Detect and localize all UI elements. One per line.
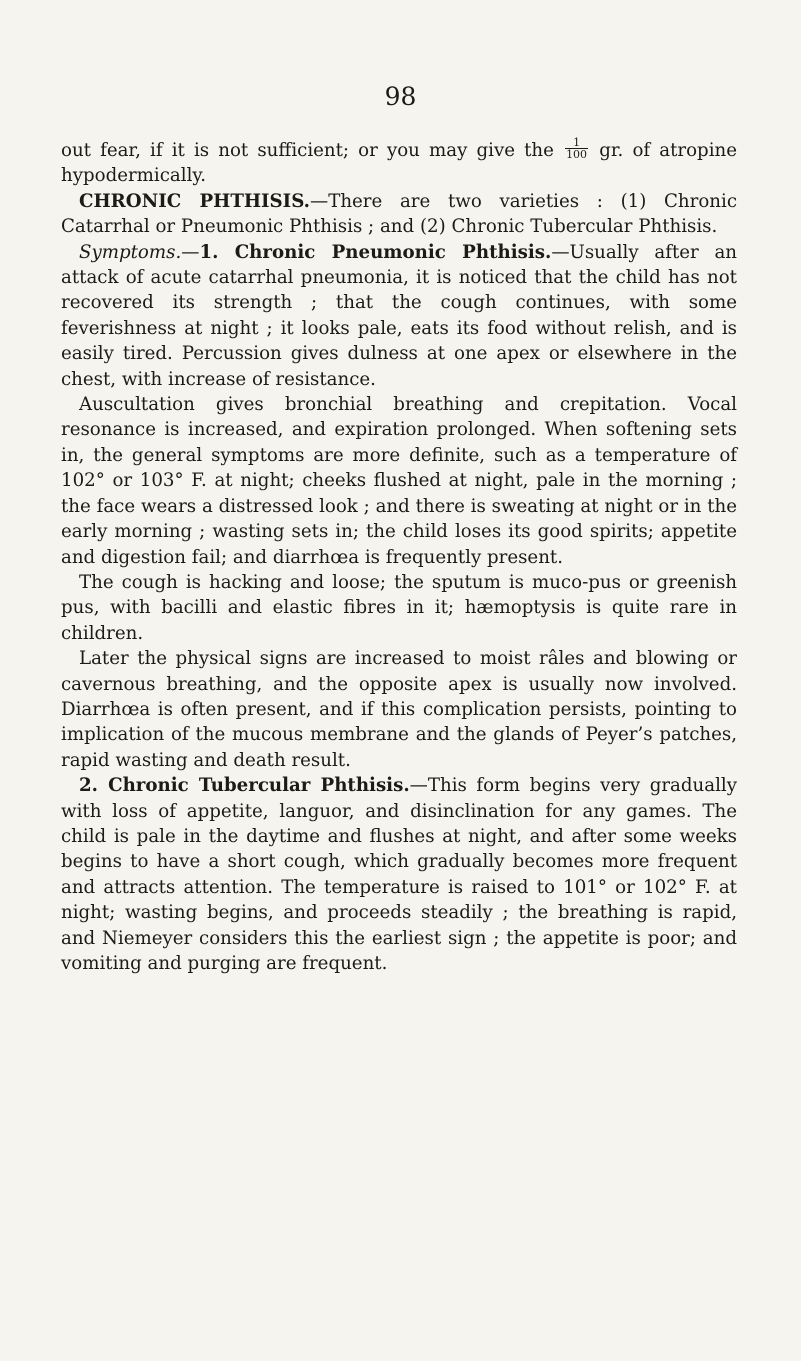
fraction-numerator: 1: [565, 137, 588, 149]
chronic-phthisis-heading: CHRONIC PHTHISIS.: [79, 190, 311, 212]
tubercular-text: —This form begins very gradually with loss of appetite, languor, and disinclination for any games. The child is pale in the daytime and flushes at night, and after some weeks begins to have a short cough, which gradually becomes more frequent and attracts attention. The temperature is raised to 101° or 102° F. at night; wasting begins, and proceeds steadily ; the breathing is rapid, and Niemeyer considers this the earliest sign ; the appetite is poor; and vomiting and purging are frequent.: [61, 775, 737, 974]
tubercular-heading: 2. Chronic Tubercular Phthisis.: [79, 775, 410, 797]
fraction: [565, 137, 588, 160]
intro-text-before: out fear, if it is not sufficient; or you may give the: [61, 140, 554, 161]
chronic-phthisis-paragraph: [61, 189, 737, 240]
auscultation-paragraph: Auscultation gives bronchial breathing and crepitation. Vocal resonance is increased, and expiration prolonged. When softening sets in, the general symptoms are more definite, such as a temperature of 102° or 103° F. at night; cheeks flushed at night, pale in the morning ; the face wears a distressed look ; and there is sweating at night or in the early morning ; wasting sets in; the child loses its good spirits; appetite and digestion fail; and diarrhœa is frequently present.: [61, 394, 737, 568]
page-body: [61, 137, 737, 976]
intro-paragraph: [61, 137, 737, 189]
chronic-phthisis-text: —There are two varieties : (1) Chronic Catarrhal or Pneumonic Phthisis ; and (2) Chronic Tubercular Phthisis.: [61, 190, 738, 238]
symptoms-label: Symptoms.: [79, 241, 182, 263]
symptoms-dash: —: [181, 241, 200, 263]
intro-text-after: gr. of atropine hypodermically.: [61, 140, 737, 187]
pneumonic-heading: 1. Chronic Pneumonic Phthisis.: [199, 241, 552, 263]
later-signs-paragraph: Later the physical signs are increased to moist râles and blowing or cavernous breathing, and the opposite apex is usually now involved. Diarrhœa is often present, and if this complication persists, pointing to implication of the mucous membrane and the glands of Peyer’s patches, rapid wasting and death result.: [61, 648, 737, 771]
pneumonic-text: —Usually after an attack of acute catarrhal pneumonia, it is noticed that the child has not recovered its strength ; that the cough continues, with some feverishness at night ; it looks pale, eats its food without relish, and is easily tired. Percussion gives dulness at one apex or elsewhere in the chest, with increase of resistance.: [61, 241, 738, 390]
page-number: 98: [384, 82, 417, 111]
symptoms-paragraph: [61, 240, 737, 392]
cough-paragraph: The cough is hacking and loose; the sputum is muco-pus or greenish pus, with bacilli and elastic fibres in it; hæmoptysis is quite rare in children.: [61, 571, 737, 644]
tubercular-paragraph: [61, 773, 737, 976]
fraction-denominator: 100: [566, 148, 588, 161]
